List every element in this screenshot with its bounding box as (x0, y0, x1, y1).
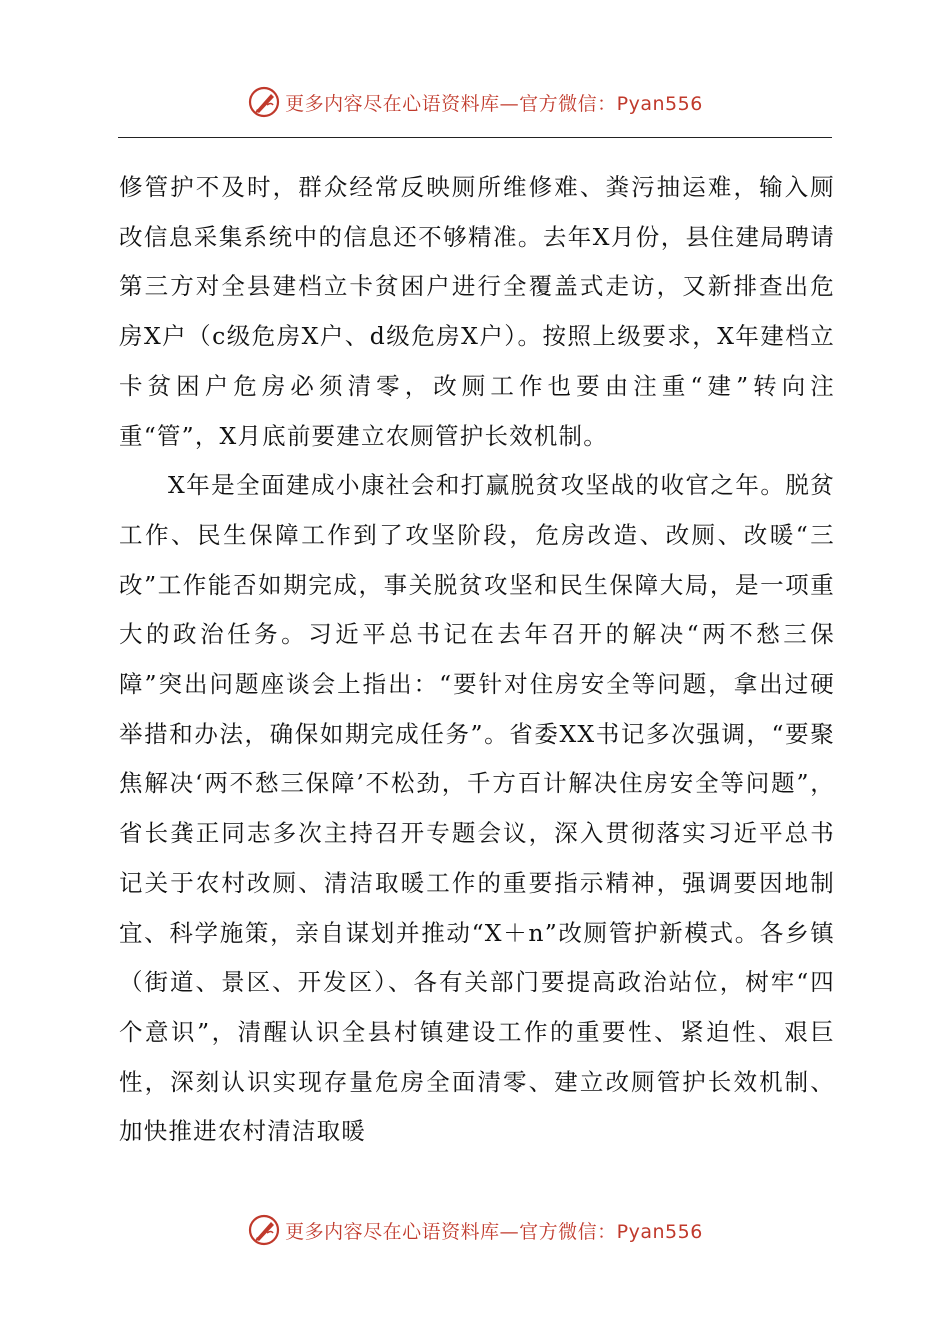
header-banner-label: 更多内容尽在心语资料库—官方微信： (285, 92, 617, 115)
footer-banner (0, 1210, 950, 1250)
document-body (119, 163, 835, 1157)
header-wechat-id: Pyan556 (616, 92, 703, 115)
header-banner-text (285, 89, 703, 116)
header-divider (118, 137, 832, 138)
pen-logo-icon (247, 85, 281, 119)
pen-logo-icon (247, 1213, 281, 1247)
header-banner (0, 82, 950, 122)
footer-banner-label: 更多内容尽在心语资料库—官方微信： (285, 1220, 617, 1243)
paragraph-2: X年是全面建成小康社会和打赢脱贫攻坚战的收官之年。脱贫工作、民生保障工作到了攻坚阶段，危房改造、改厕、改暖“三改”工作能否如期完成，事关脱贫攻坚和民生保障大局，是一项重大的政治任务。习近平总书记在去年召开的解决“两不愁三保障”突出问题座谈会上指出：“要针对住房安全等问题，拿出过硬举措和办法，确保如期完成任务”。省委XX书记多次强调，“要聚焦解决‘两不愁三保障’不松劲，千方百计解决住房安全等问题”，省长龚正同志多次主持召开专题会议，深入贯彻落实习近平总书记关于农村改厕、清洁取暖工作的重要指示精神，强调要因地制宜、科学施策，亲自谋划并推动“X＋n”改厕管护新模式。各乡镇（街道、景区、开发区）、各有关部门要提高政治站位，树牢“四个意识”，清醒认识全县村镇建设工作的重要性、紧迫性、艰巨性，深刻认识实现存量危房全面清零、建立改厕管护长效机制、加快推进农村清洁取暖 (119, 471, 835, 1146)
paragraph-1: 修管护不及时，群众经常反映厕所维修难、粪污抽运难，输入厕改信息采集系统中的信息还不够精准。去年X月份，县住建局聘请第三方对全县建档立卡贫困户进行全覆盖式走访，又新排查出危房X户（c级危房X户、d级危房X户）。按照上级要求，X年建档立卡贫困户危房必须清零，改厕工作也要由注重“建”转向注重“管”，X月底前要建立农厕管护长效机制。 (119, 173, 835, 450)
footer-wechat-id: Pyan556 (616, 1220, 703, 1243)
footer-banner-text (285, 1217, 703, 1244)
